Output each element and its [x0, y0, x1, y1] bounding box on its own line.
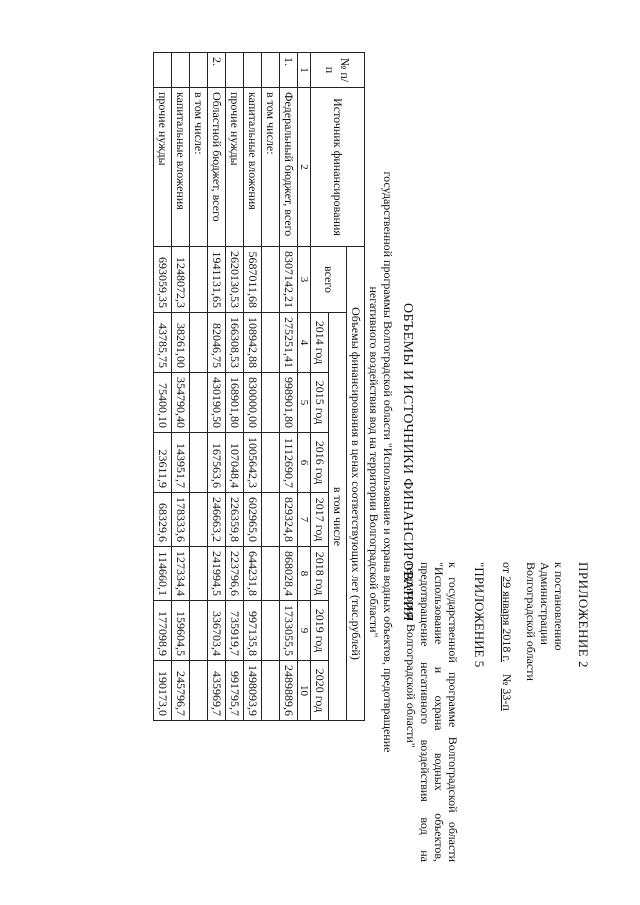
row-value: 430190,50: [208, 373, 226, 433]
row-value: 2620130,53: [226, 247, 244, 313]
document-page: [20, 22, 620, 882]
column-index: 8: [298, 547, 311, 601]
row-value: [262, 493, 280, 547]
row-value: 275251,41: [280, 313, 298, 373]
row-value: 1498093,9: [244, 661, 262, 721]
row-source: прочие нужды: [154, 88, 172, 247]
col-total-header: всего: [311, 247, 347, 313]
col-number-header: № п/п: [311, 53, 365, 88]
approval-line-3: Волгоградской области: [524, 562, 538, 681]
row-number: [172, 53, 190, 88]
row-value: 245796,7: [172, 661, 190, 721]
date-value: 29 января 2018 г.: [500, 576, 514, 662]
row-value: [262, 433, 280, 493]
appendix-5-title: "ПРИЛОЖЕНИЕ 5: [472, 562, 487, 668]
row-value: 127334,4: [172, 547, 190, 601]
row-value: 830000,00: [244, 373, 262, 433]
row-value: 177098,9: [154, 601, 172, 661]
year-header: 2020 год: [311, 661, 329, 721]
row-value: 190173,0: [154, 661, 172, 721]
row-value: 143951,7: [172, 433, 190, 493]
row-value: 223796,6: [226, 547, 244, 601]
table-row: [154, 53, 172, 721]
row-value: 159604,5: [172, 601, 190, 661]
row-value: [262, 661, 280, 721]
row-value: 68329,6: [154, 493, 172, 547]
year-header: 2014 год: [311, 313, 329, 373]
col-volumes-header: Объемы финансирования в ценах соответствующих лет (тыс.рублей): [347, 247, 365, 721]
row-value: 868028,4: [280, 547, 298, 601]
approval-block: [404, 562, 590, 862]
row-value: 166308,53: [226, 313, 244, 373]
row-number: 2.: [208, 53, 226, 88]
column-index: 9: [298, 601, 311, 661]
year-header: 2019 год: [311, 601, 329, 661]
approval-line-1: к постановлению: [552, 562, 566, 651]
row-value: 246663,2: [208, 493, 226, 547]
program-basis: к государственной программе Волгоградской области "Использование и охрана водных объектов, предотвращение негативного воздействия вод на территории Волгоградской области": [404, 562, 460, 862]
row-value: 1112690,7: [280, 433, 298, 493]
row-value: 23611,9: [154, 433, 172, 493]
year-header: 2017 год: [311, 493, 329, 547]
approval-line-2: Администрации: [538, 562, 552, 645]
row-source: капитальные вложения: [244, 88, 262, 247]
column-index: 6: [298, 433, 311, 493]
row-number: [262, 53, 280, 88]
row-value: [190, 547, 208, 601]
row-source: в том числе:: [190, 88, 208, 247]
row-value: [190, 373, 208, 433]
row-value: 735919,7: [226, 601, 244, 661]
row-number: [190, 53, 208, 88]
row-value: 114660,1: [154, 547, 172, 601]
row-number: [226, 53, 244, 88]
row-value: 108942,88: [244, 313, 262, 373]
row-value: 5687011,68: [244, 247, 262, 313]
row-value: 8307142,21: [280, 247, 298, 313]
row-value: [190, 313, 208, 373]
row-source: Областной бюджет, всего: [208, 88, 226, 247]
row-value: 1941131,65: [208, 247, 226, 313]
header-row-1: [347, 53, 365, 721]
row-value: [262, 373, 280, 433]
row-value: [190, 433, 208, 493]
column-index: 10: [298, 661, 311, 721]
row-value: 336703,4: [208, 601, 226, 661]
row-value: 82046,75: [208, 313, 226, 373]
financing-table: [153, 52, 365, 721]
row-value: 435969,7: [208, 661, 226, 721]
row-value: 38261,00: [172, 313, 190, 373]
row-value: 226359,8: [226, 493, 244, 547]
row-value: 997135,8: [244, 601, 262, 661]
row-number: [154, 53, 172, 88]
column-index: 7: [298, 493, 311, 547]
row-value: 991795,7: [226, 661, 244, 721]
col-including-header: в том числе: [329, 313, 347, 721]
row-value: 998901,80: [280, 373, 298, 433]
col-source-header: Источник финансирования: [311, 88, 365, 247]
column-index: 3: [298, 247, 311, 313]
column-index: 1: [298, 53, 311, 88]
document-title: ОБЪЕМЫ И ИСТОЧНИКИ ФИНАНСИРОВАНИЯ: [400, 302, 415, 621]
row-value: 1733055,5: [280, 601, 298, 661]
row-value: 1005642,3: [244, 433, 262, 493]
year-header: 2016 год: [311, 433, 329, 493]
row-value: 1248072,3: [172, 247, 190, 313]
approval-date-line: [500, 562, 514, 862]
table-row: [244, 53, 262, 721]
row-value: 107048,4: [226, 433, 244, 493]
row-value: [262, 313, 280, 373]
row-value: 167563,6: [208, 433, 226, 493]
table-row: [280, 53, 298, 721]
appendix-title: ПРИЛОЖЕНИЕ 2: [576, 562, 591, 668]
document-subtitle: государственной программы Волгоградской области "Использование и охрана водных объектов, предотвращение негативного воздействия вод на территории Волгоградской области": [367, 171, 395, 753]
row-value: 354790,40: [172, 373, 190, 433]
row-value: [262, 247, 280, 313]
row-value: 75400,10: [154, 373, 172, 433]
row-value: 829324,8: [280, 493, 298, 547]
table-row: [190, 53, 208, 721]
column-index-row: [298, 53, 311, 721]
year-header: 2018 год: [311, 547, 329, 601]
column-index: 4: [298, 313, 311, 373]
column-index: 5: [298, 373, 311, 433]
row-source: в том числе:: [262, 88, 280, 247]
row-number: [244, 53, 262, 88]
row-source: Федеральный бюджет, всего: [280, 88, 298, 247]
date-prefix: от: [500, 562, 514, 574]
row-value: 178333,6: [172, 493, 190, 547]
table-row: [262, 53, 280, 721]
row-value: [190, 493, 208, 547]
row-value: 644231,8: [244, 547, 262, 601]
number-value: 33-п: [500, 688, 514, 711]
row-value: [190, 601, 208, 661]
table-row: [172, 53, 190, 721]
row-value: 43785,75: [154, 313, 172, 373]
table-row: [208, 53, 226, 721]
row-value: [262, 601, 280, 661]
row-value: 602965,0: [244, 493, 262, 547]
column-index: 2: [298, 88, 311, 247]
row-value: [262, 547, 280, 601]
row-value: 693059,35: [154, 247, 172, 313]
document-heading: [367, 142, 415, 782]
row-value: 2489889,6: [280, 661, 298, 721]
row-value: [190, 247, 208, 313]
table-body: [154, 53, 298, 721]
table-row: [226, 53, 244, 721]
row-value: [190, 661, 208, 721]
row-number: 1.: [280, 53, 298, 88]
year-header: 2015 год: [311, 373, 329, 433]
row-source: капитальные вложения: [172, 88, 190, 247]
row-value: 241994,5: [208, 547, 226, 601]
number-prefix: №: [500, 673, 514, 686]
row-source: прочие нужды: [226, 88, 244, 247]
row-value: 168901,80: [226, 373, 244, 433]
